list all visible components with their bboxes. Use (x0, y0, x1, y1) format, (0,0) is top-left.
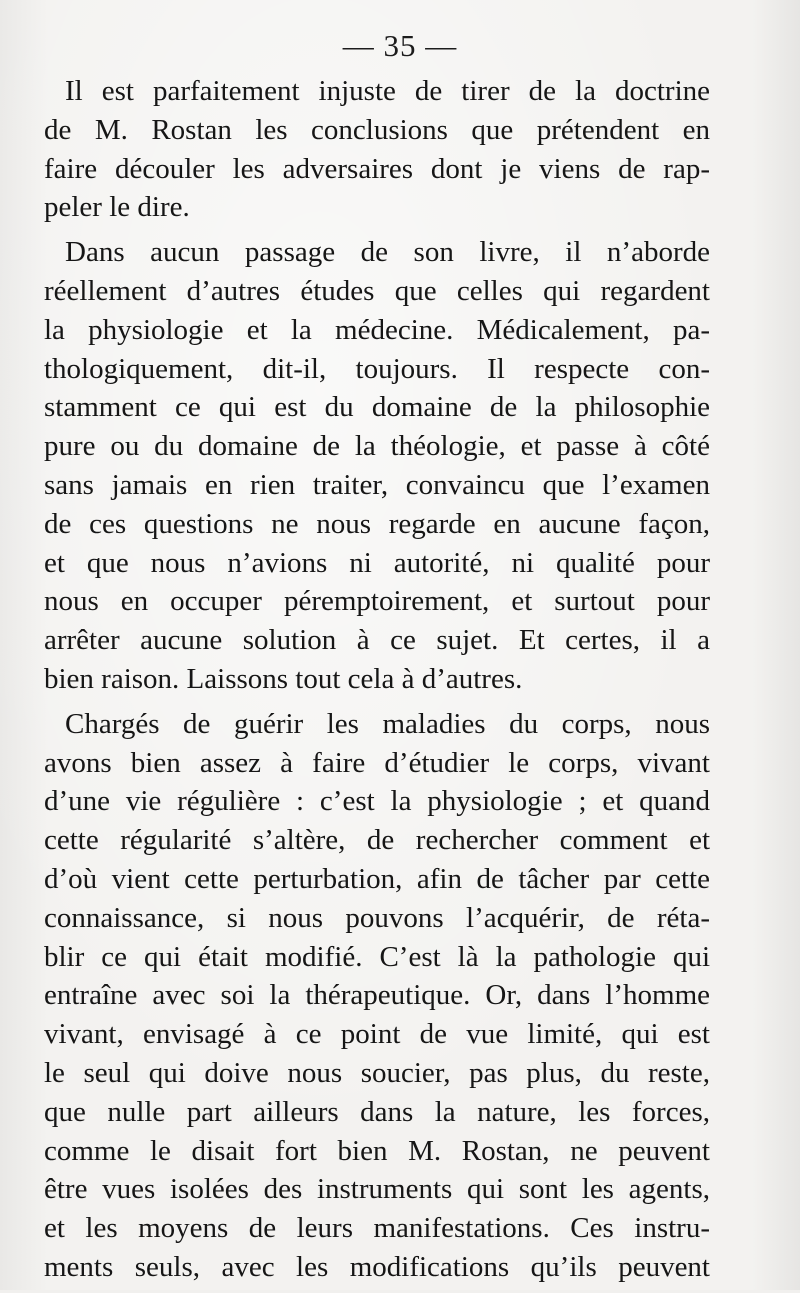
text-line: faire découler les adversaires dont je viens de rap- (44, 152, 710, 185)
text-line: cette régularité s’altère, de rechercher comment et (44, 824, 710, 857)
text-line: réellement d’autres études que celles qui regardent (44, 274, 710, 307)
text-line: entraîne avec soi la thérapeutique. Or, dans l’homme (44, 979, 710, 1012)
text-line: blir ce qui était modifié. C’est là la pathologie qui (44, 940, 710, 973)
text-line: de M. Rostan les conclusions que prétendent en (44, 113, 710, 146)
text-line: thologiquement, dit-il, toujours. Il respecte con- (44, 352, 710, 385)
text-line: bien raison. Laissons tout cela à d’autres. (44, 662, 523, 695)
text-line: et les moyens de leurs manifestations. Ces instru- (44, 1212, 710, 1245)
text-line: avons bien assez à faire d’étudier le corps, vivant (44, 746, 710, 779)
page-number: — 35 — (342, 28, 458, 63)
text-line: arrêter aucune solution à ce sujet. Et certes, il a (44, 624, 710, 657)
text-line: que nulle part ailleurs dans la nature, les forces, (44, 1095, 710, 1128)
text-line: nous en occuper péremptoirement, et surtout pour (44, 585, 710, 618)
text-line: d’où vient cette perturbation, afin de tâcher par cette (44, 862, 710, 895)
text-line: Chargés de guérir les maladies du corps, nous (65, 707, 710, 740)
paragraph (44, 72, 710, 227)
text-line: Il est parfaitement injuste de tirer de la doctrine (65, 75, 710, 107)
text-line: Dans aucun passage de son livre, il n’aborde (65, 236, 710, 269)
text-line: comme le disait fort bien M. Rostan, ne peuvent (44, 1134, 710, 1167)
text-line: le seul qui doive nous soucier, pas plus, du reste, (44, 1056, 710, 1089)
text-line: vivant, envisagé à ce point de vue limité, qui est (44, 1018, 710, 1051)
text-line: de ces questions ne nous regarde en aucune façon, (44, 507, 710, 540)
text-line: peler le dire. (44, 191, 190, 224)
text-line: sans jamais en rien traiter, convaincu que l’examen (44, 468, 710, 501)
text-line: connaissance, si nous pouvons l’acquérir, de réta- (44, 901, 710, 934)
paragraph (44, 233, 710, 699)
text-line: la physiologie et la médecine. Médicalement, pa- (44, 313, 710, 346)
text-line: d’une vie régulière : c’est la physiologie ; et quand (44, 785, 710, 818)
body-text (44, 72, 710, 1293)
text-line: ments seuls, avec les modifications qu’ils peuvent (44, 1250, 710, 1283)
text-line: être vues isolées des instruments qui sont les agents, (44, 1173, 710, 1206)
text-line: et que nous n’avions ni autorité, ni qualité pour (44, 546, 710, 579)
paragraph (44, 705, 710, 1287)
text-line: stamment ce qui est du domaine de la philosophie (44, 391, 710, 424)
text-line: pure ou du domaine de la théologie, et passe à côté (44, 430, 710, 463)
